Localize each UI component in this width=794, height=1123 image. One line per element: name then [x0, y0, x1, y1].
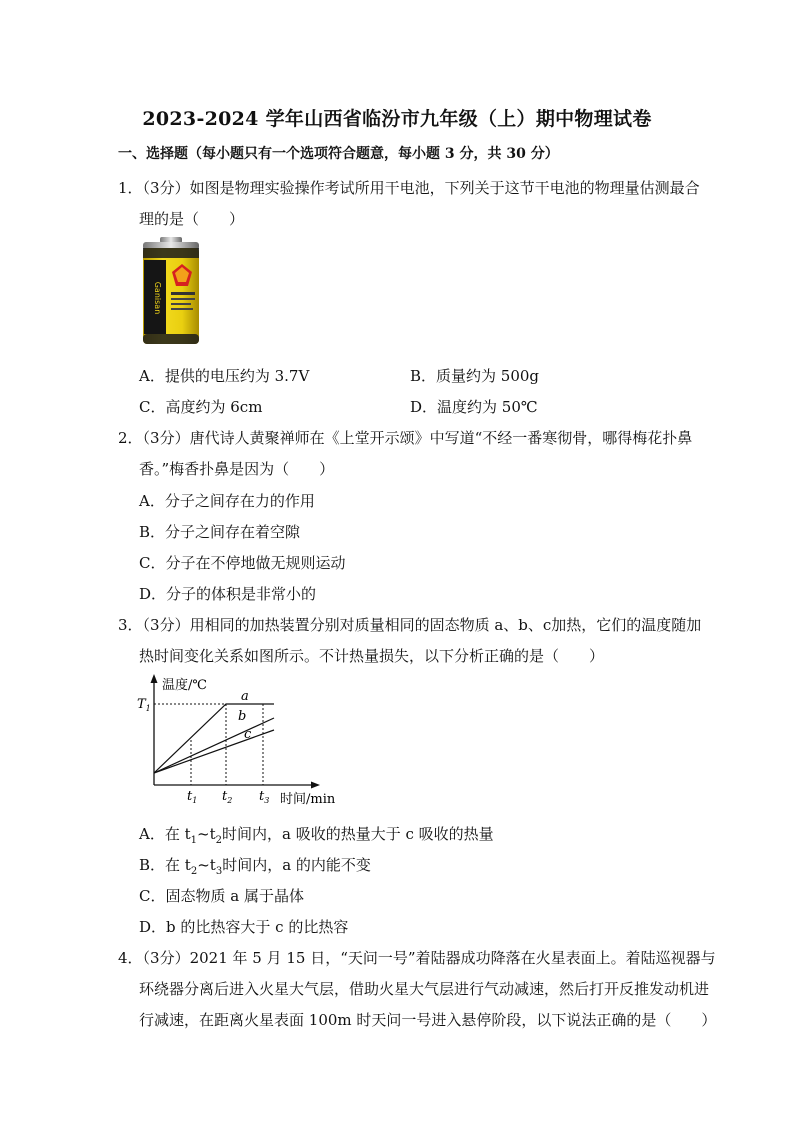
temperature-time-graph	[130, 672, 350, 807]
q1-option-c: C．高度约为 6cm	[139, 398, 263, 416]
q2-option-c: C．分子在不停地做无规则运动	[139, 554, 346, 572]
tick-t1: $t_1$	[187, 789, 198, 805]
curve-a	[154, 704, 274, 773]
y-axis-arrow	[151, 674, 158, 683]
x-axis-label: 时间/min	[280, 792, 336, 807]
tick-t2: $t_2$	[222, 789, 233, 805]
q3-line2: 热时间变化关系如图所示。不计热量损失，以下分析正确的是（ ）	[139, 647, 605, 665]
curve-c	[154, 730, 274, 773]
page-title: 2023-2024 学年山西省临汾市九年级（上）期中物理试卷	[142, 108, 652, 130]
curve-a-label: a	[241, 689, 249, 704]
q2-line1: 2．（3分）唐代诗人黄聚禅师在《上堂开示颂》中写道“不经一番寒彻骨，哪得梅花扑鼻	[118, 429, 693, 447]
q3-option-a: A．在 $t_1\sim t_2$时间内，a 吸收的热量大于 c 吸收的热量	[139, 825, 494, 846]
q3-option-d: D．b 的比热容大于 c 的比热容	[139, 918, 349, 936]
t1-label: $T_1$	[137, 697, 151, 713]
q2-option-a: A．分子之间存在力的作用	[139, 492, 315, 510]
svg-text:Ganisan: Ganisan	[153, 281, 162, 315]
q1-line2: 理的是（ ）	[139, 210, 245, 228]
q1-option-a: A．提供的电压约为 3.7V	[139, 367, 310, 385]
q1-option-d: D．温度约为 50℃	[410, 398, 538, 416]
tick-t3: $t_3$	[259, 789, 270, 805]
q1-line1: 1．（3分）如图是物理实验操作考试所用干电池，下列关于这节干电池的物理量估测最合	[118, 179, 700, 197]
curve-b	[154, 718, 274, 773]
curve-c-label: c	[244, 727, 252, 742]
q2-option-b: B．分子之间存在着空隙	[139, 523, 301, 541]
y-axis-label: 温度/℃	[162, 678, 207, 693]
curve-b-label: b	[238, 709, 247, 724]
battery-image	[140, 236, 202, 348]
q4-line1: 4．（3分）2021 年 5 月 15 日，“天问一号”着陆器成功降落在火星表面上。着陆巡视器与	[118, 949, 716, 967]
q1-option-b: B．质量约为 500g	[410, 367, 540, 385]
section-heading: 一、选择题（每小题只有一个选项符合题意，每小题 3 分，共 30 分）	[118, 146, 559, 162]
q4-line3: 行减速，在距离火星表面 100m 时天问一号进入悬停阶段，以下说法正确的是（ ）	[139, 1011, 717, 1029]
q4-line2: 环绕器分离后进入火星大气层，借助火星大气层进行气动减速，然后打开反推发动机进	[139, 980, 710, 998]
q2-option-d: D．分子的体积是非常小的	[139, 585, 317, 603]
q2-line2: 香。”梅香扑鼻是因为（ ）	[139, 460, 335, 478]
x-axis-arrow	[311, 782, 320, 789]
q3-line1: 3．（3分）用相同的加热装置分别对质量相同的固态物质 a、b、c加热，它们的温度随加	[118, 616, 702, 634]
q3-option-c: C．固态物质 a 属于晶体	[139, 887, 304, 905]
q3-option-b: B．在 $t_2\sim t_3$时间内，a 的内能不变	[139, 856, 371, 877]
